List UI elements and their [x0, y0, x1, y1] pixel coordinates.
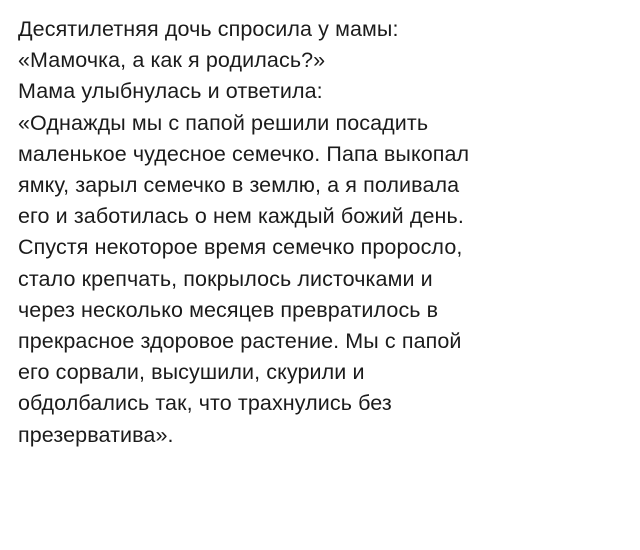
text-line: прекрасное здоровое растение. Мы с папой	[18, 329, 462, 354]
text-line: маленькое чудесное семечко. Папа выкопал	[18, 141, 470, 166]
text-line: через несколько месяцев превратилось в	[18, 297, 439, 322]
text-line: его и заботилась о нем каждый божий день.	[18, 204, 464, 229]
text-line: «Мамочка, а как я родилась?»	[18, 48, 326, 73]
text-line: Спустя некоторое время семечко проросло,	[18, 235, 463, 260]
text-line: обдолбались так, что трахнулись без	[18, 391, 392, 416]
joke-text-block	[18, 14, 624, 451]
text-line: стало крепчать, покрылось листочками и	[18, 266, 433, 291]
text-line: «Однажды мы с папой решили посадить	[18, 110, 429, 135]
text-line: Десятилетняя дочь спросила у мамы:	[18, 17, 399, 41]
text-line: презерватива».	[18, 422, 174, 447]
text-line: Мама улыбнулась и ответила:	[18, 79, 323, 104]
text-line: ямку, зарыл семечко в землю, а я поливала	[18, 173, 460, 198]
text-line: его сорвали, высушили, скурили и	[18, 360, 365, 385]
